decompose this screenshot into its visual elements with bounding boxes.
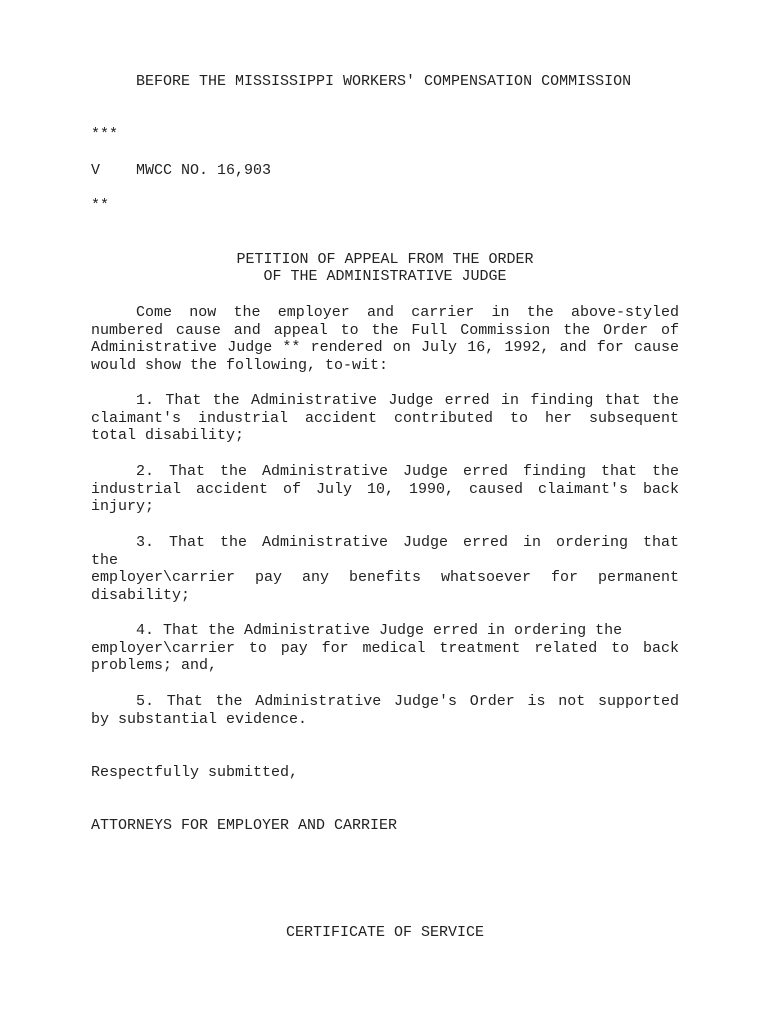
point-row: employer\carrier pay any benefits whatsoever for permanent — [91, 569, 679, 587]
claimant-name: *** — [91, 126, 119, 143]
point-row: by substantial evidence. — [91, 710, 308, 728]
point-row: employer\carrier to pay for medical treatment related to back — [91, 639, 679, 657]
petition-title-line-1: PETITION OF APPEAL FROM THE ORDER — [236, 251, 534, 268]
respectfully-submitted: Respectfully submitted, — [91, 764, 299, 781]
point-4-paragraph — [91, 622, 679, 675]
intro-row: numbered cause and appeal to the Full Commission the Order of — [91, 321, 679, 339]
point-row: the — [91, 551, 119, 569]
point-row: 4. That the Administrative Judge erred in ordering the — [136, 622, 623, 639]
point-row: injury; — [91, 498, 155, 516]
intro-row: would show the following, to-wit: — [91, 357, 389, 375]
intro-row: Administrative Judge ** rendered on July 16, 1992, and for cause — [91, 339, 679, 357]
point-3-paragraph — [91, 534, 679, 605]
point-row: 1. That the Administrative Judge erred in finding that the — [136, 392, 679, 409]
certificate-of-service-heading: CERTIFICATE OF SERVICE — [285, 924, 485, 941]
point-row: total disability; — [91, 427, 245, 445]
attorneys-signature-block: ATTORNEYS FOR EMPLOYER AND CARRIER — [91, 817, 398, 834]
commission-heading: BEFORE THE MISSISSIPPI WORKERS' COMPENSATION COMMISSION — [136, 73, 632, 90]
point-2-paragraph — [91, 463, 679, 516]
point-row: 3. That the Administrative Judge erred in ordering that — [136, 534, 679, 551]
petition-title-line-2: OF THE ADMINISTRATIVE JUDGE — [263, 268, 507, 285]
point-1-paragraph — [91, 392, 679, 445]
point-row: disability; — [91, 587, 191, 605]
point-5-paragraph — [91, 693, 679, 728]
respondent-name: ** — [91, 197, 110, 214]
point-row: industrial accident of July 10, 1990, caused claimant's back — [91, 480, 679, 498]
versus-label: V — [91, 162, 101, 179]
point-row: claimant's industrial accident contributed to her subsequent — [91, 409, 679, 427]
intro-paragraph — [91, 304, 679, 375]
intro-row: Come now the employer and carrier in the above-styled — [136, 304, 679, 321]
case-number: MWCC NO. 16,903 — [136, 162, 272, 179]
point-row: 2. That the Administrative Judge erred finding that the — [136, 463, 679, 480]
point-row: problems; and, — [91, 657, 218, 675]
point-row: 5. That the Administrative Judge's Order is not supported — [136, 693, 679, 710]
